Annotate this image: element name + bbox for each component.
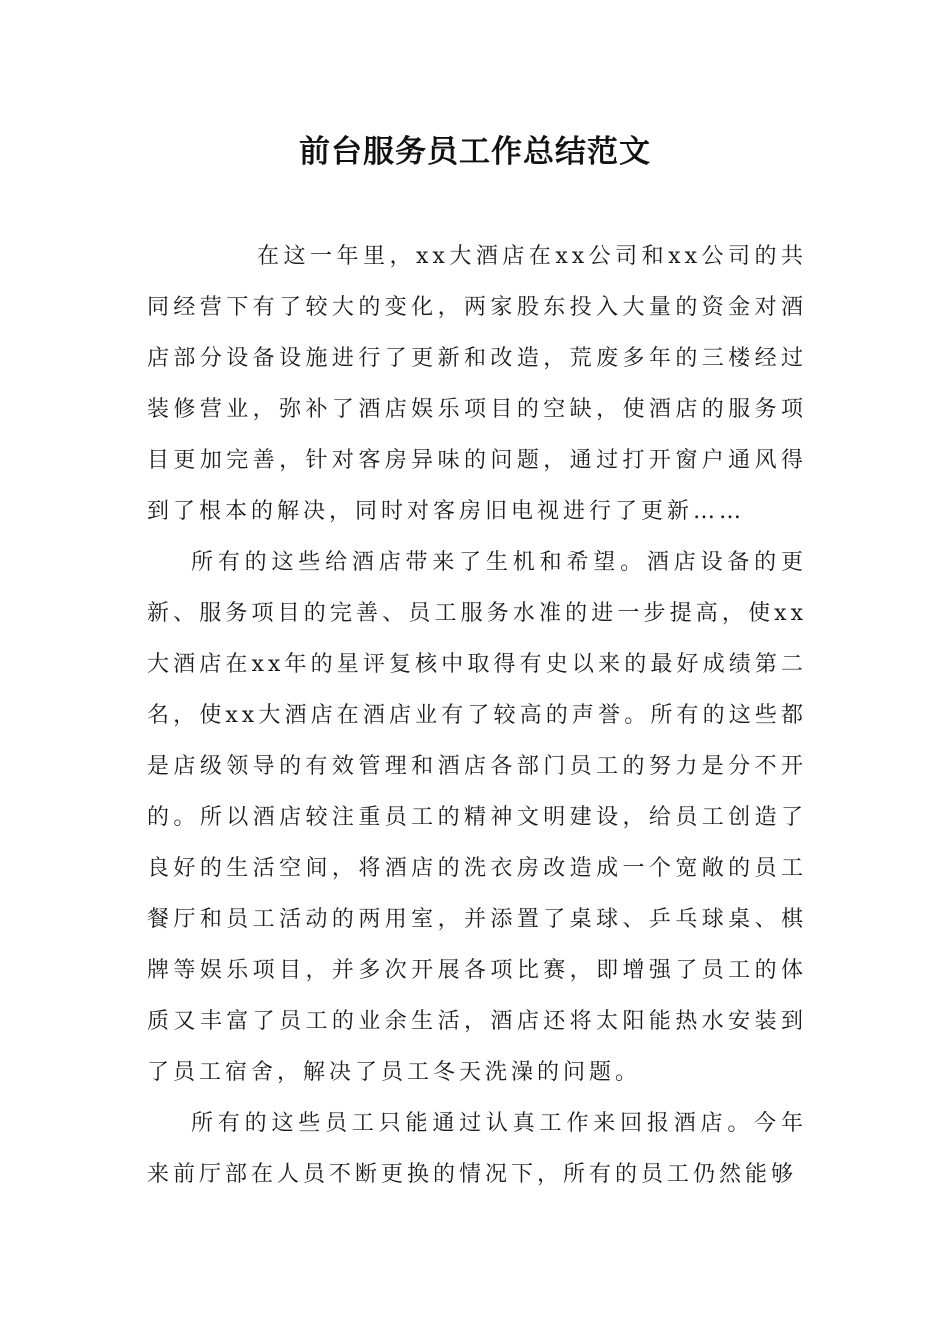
paragraph-2: 所有的这些给酒店带来了生机和希望。酒店设备的更新、服务项目的完善、员工服务水准的进一步提高，使xx大酒店在xx年的星评复核中取得有史以来的最好成绩第二名，使xx大酒店在酒店业有了较高的声誉。所有的这些都是店级领导的有效管理和酒店各部门员工的努力是分不开的。所以酒店较注重员工的精神文明建设，给员工创造了良好的生活空间，将酒店的洗衣房改造成一个宽敞的员工餐厅和员工活动的两用室，并添置了桌球、乒乓球桌、棋牌等娱乐项目，并多次开展各项比赛，即增强了员工的体质又丰富了员工的业余生活，酒店还将太阳能热水安装到了员工宿舍，解决了员工冬天洗澡的问题。 [147,550,807,1085]
paragraph-1: 在这一年里，xx大酒店在xx公司和xx公司的共同经营下有了较大的变化，两家股东投入大量的资金对酒店部分设备设施进行了更新和改造，荒废多年的三楼经过装修营业，弥补了酒店娱乐项目的空缺，使酒店的服务项目更加完善，针对客房异味的问题，通过打开窗户通风得到了根本的解决，同时对客房旧电视进行了更新…… [147,244,807,524]
document-title: 前台服务员工作总结范文 [299,134,651,170]
paragraph-3: 所有的这些员工只能通过认真工作来回报酒店。今年来前厅部在人员不断更换的情况下，所有的员工仍然能够 [147,1111,807,1187]
document-body [147,231,807,1200]
